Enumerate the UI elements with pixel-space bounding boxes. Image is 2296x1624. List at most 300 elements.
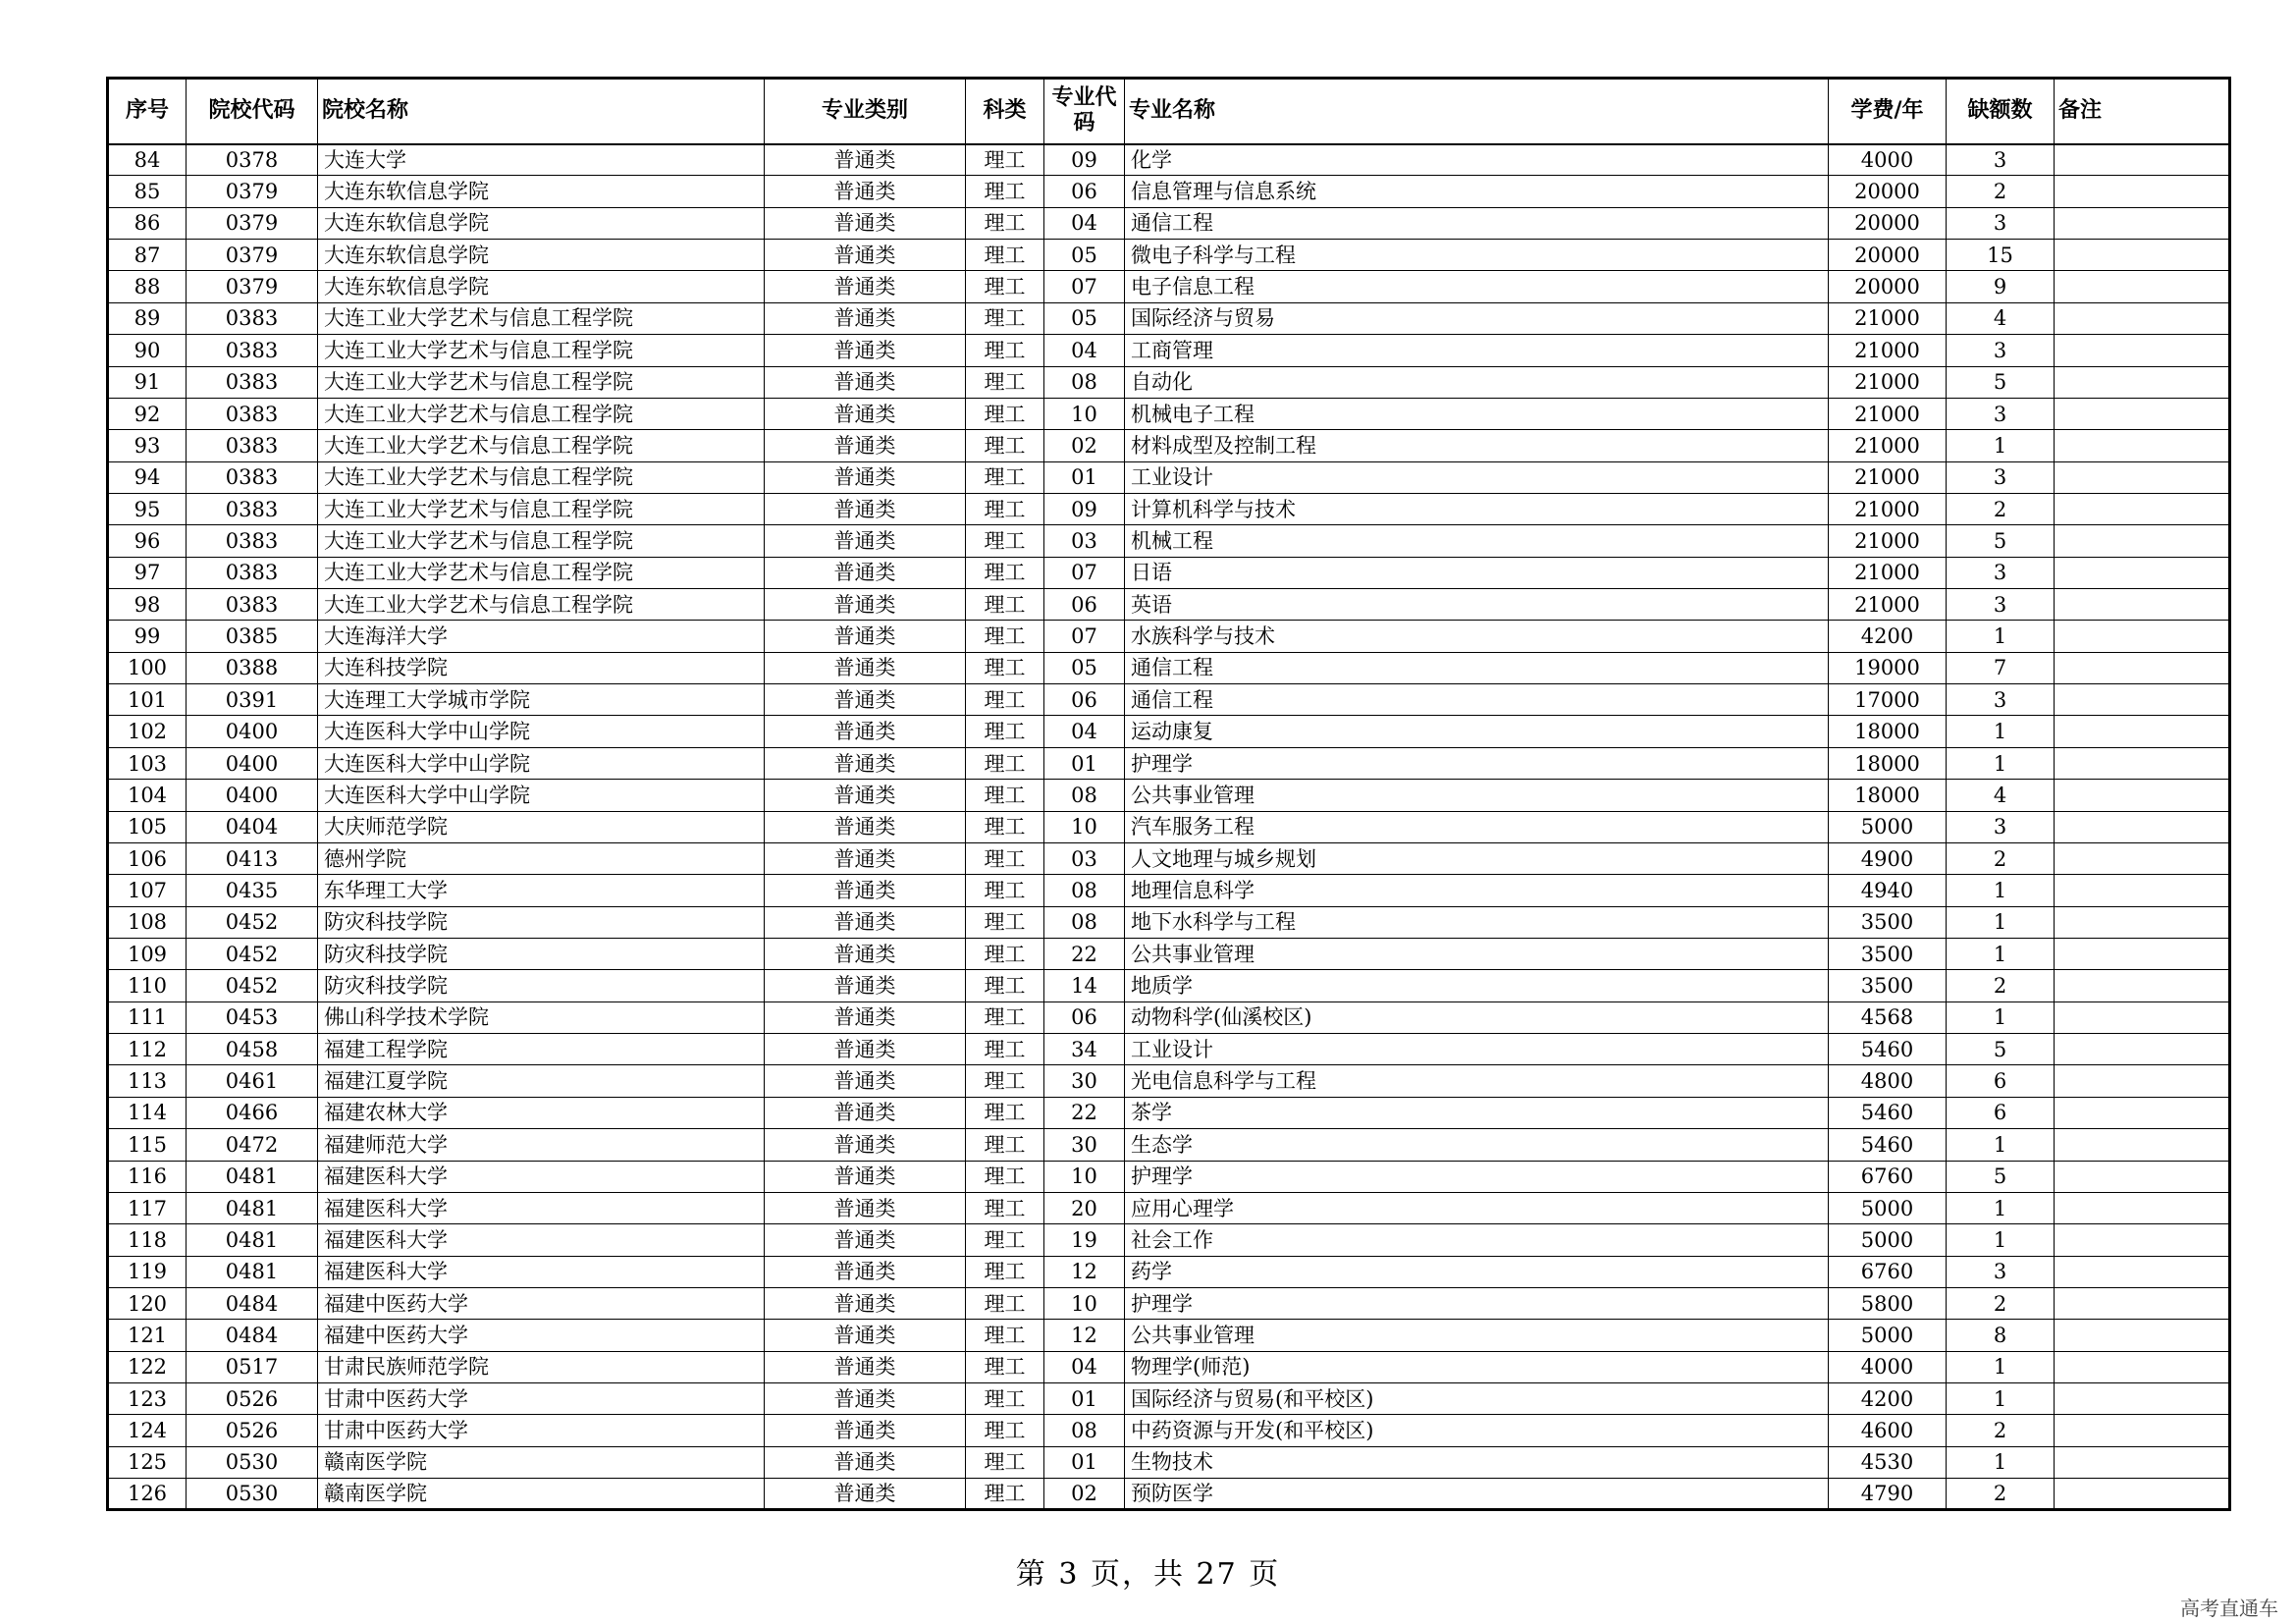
cell-school-name: 大连工业大学艺术与信息工程学院 bbox=[318, 398, 765, 429]
table-row bbox=[108, 493, 2230, 524]
cell-major-code: 07 bbox=[1044, 557, 1125, 588]
cell-school-name: 大连工业大学艺术与信息工程学院 bbox=[318, 557, 765, 588]
cell-tuition: 20000 bbox=[1829, 240, 1947, 271]
cell-major-code: 22 bbox=[1044, 1097, 1125, 1128]
cell-seq: 120 bbox=[108, 1287, 187, 1319]
cell-remarks bbox=[2055, 1383, 2230, 1415]
cell-vacancy: 1 bbox=[1947, 430, 2055, 461]
cell-subject-type: 理工 bbox=[966, 811, 1044, 842]
cell-seq: 91 bbox=[108, 366, 187, 398]
cell-major-name: 公共事业管理 bbox=[1125, 938, 1829, 969]
cell-school-code: 0379 bbox=[187, 271, 318, 302]
table-row bbox=[108, 938, 2230, 969]
header-row bbox=[108, 79, 2230, 144]
cell-seq: 113 bbox=[108, 1065, 187, 1097]
cell-seq: 125 bbox=[108, 1446, 187, 1478]
cell-tuition: 18000 bbox=[1829, 747, 1947, 779]
cell-vacancy: 2 bbox=[1947, 1479, 2055, 1510]
table-row bbox=[108, 1415, 2230, 1446]
cell-major-code: 10 bbox=[1044, 398, 1125, 429]
vacancy-table bbox=[106, 77, 2231, 1511]
cell-remarks bbox=[2055, 1479, 2230, 1510]
cell-seq: 94 bbox=[108, 461, 187, 493]
cell-major-code: 05 bbox=[1044, 302, 1125, 334]
cell-major-name: 国际经济与贸易(和平校区) bbox=[1125, 1383, 1829, 1415]
cell-major-code: 02 bbox=[1044, 1479, 1125, 1510]
cell-major-category: 普通类 bbox=[765, 970, 966, 1001]
table-header bbox=[108, 79, 2230, 144]
cell-tuition: 21000 bbox=[1829, 557, 1947, 588]
cell-remarks bbox=[2055, 747, 2230, 779]
cell-school-name: 福建师范大学 bbox=[318, 1129, 765, 1161]
cell-major-name: 光电信息科学与工程 bbox=[1125, 1065, 1829, 1097]
cell-major-code: 30 bbox=[1044, 1065, 1125, 1097]
cell-major-code: 08 bbox=[1044, 1415, 1125, 1446]
cell-vacancy: 1 bbox=[1947, 1129, 2055, 1161]
cell-remarks bbox=[2055, 811, 2230, 842]
cell-major-name: 汽车服务工程 bbox=[1125, 811, 1829, 842]
cell-tuition: 18000 bbox=[1829, 780, 1947, 811]
cell-major-category: 普通类 bbox=[765, 207, 966, 239]
table-row bbox=[108, 906, 2230, 938]
cell-subject-type: 理工 bbox=[966, 1256, 1044, 1287]
cell-major-name: 通信工程 bbox=[1125, 652, 1829, 683]
cell-remarks bbox=[2055, 1415, 2230, 1446]
cell-major-category: 普通类 bbox=[765, 811, 966, 842]
cell-major-name: 中药资源与开发(和平校区) bbox=[1125, 1415, 1829, 1446]
cell-seq: 84 bbox=[108, 144, 187, 176]
cell-subject-type: 理工 bbox=[966, 906, 1044, 938]
cell-vacancy: 5 bbox=[1947, 525, 2055, 557]
cell-tuition: 20000 bbox=[1829, 271, 1947, 302]
cell-seq: 116 bbox=[108, 1161, 187, 1192]
cell-tuition: 21000 bbox=[1829, 430, 1947, 461]
cell-seq: 117 bbox=[108, 1192, 187, 1223]
cell-major-category: 普通类 bbox=[765, 398, 966, 429]
cell-major-name: 公共事业管理 bbox=[1125, 780, 1829, 811]
cell-major-name: 日语 bbox=[1125, 557, 1829, 588]
cell-school-code: 0404 bbox=[187, 811, 318, 842]
cell-subject-type: 理工 bbox=[966, 493, 1044, 524]
table-row bbox=[108, 589, 2230, 621]
cell-vacancy: 1 bbox=[1947, 747, 2055, 779]
cell-remarks bbox=[2055, 1351, 2230, 1382]
cell-vacancy: 1 bbox=[1947, 716, 2055, 747]
table-row bbox=[108, 176, 2230, 207]
cell-major-name: 地理信息科学 bbox=[1125, 875, 1829, 906]
cell-major-category: 普通类 bbox=[765, 1320, 966, 1351]
cell-tuition: 4568 bbox=[1829, 1001, 1947, 1033]
cell-subject-type: 理工 bbox=[966, 461, 1044, 493]
cell-remarks bbox=[2055, 906, 2230, 938]
cell-remarks bbox=[2055, 493, 2230, 524]
cell-vacancy: 9 bbox=[1947, 271, 2055, 302]
cell-vacancy: 8 bbox=[1947, 1320, 2055, 1351]
cell-school-code: 0383 bbox=[187, 557, 318, 588]
cell-major-category: 普通类 bbox=[765, 1383, 966, 1415]
cell-seq: 109 bbox=[108, 938, 187, 969]
cell-major-code: 03 bbox=[1044, 842, 1125, 874]
cell-tuition: 5000 bbox=[1829, 1224, 1947, 1256]
cell-major-code: 01 bbox=[1044, 1383, 1125, 1415]
cell-remarks bbox=[2055, 684, 2230, 716]
cell-seq: 92 bbox=[108, 398, 187, 429]
cell-school-code: 0379 bbox=[187, 176, 318, 207]
cell-major-code: 19 bbox=[1044, 1224, 1125, 1256]
cell-subject-type: 理工 bbox=[966, 875, 1044, 906]
cell-vacancy: 5 bbox=[1947, 1034, 2055, 1065]
cell-remarks bbox=[2055, 1192, 2230, 1223]
table-row bbox=[108, 811, 2230, 842]
cell-major-name: 自动化 bbox=[1125, 366, 1829, 398]
cell-seq: 105 bbox=[108, 811, 187, 842]
cell-subject-type: 理工 bbox=[966, 1446, 1044, 1478]
page-number: 第 3 页，共 27 页 bbox=[1015, 1557, 1281, 1592]
cell-subject-type: 理工 bbox=[966, 1192, 1044, 1223]
cell-subject-type: 理工 bbox=[966, 271, 1044, 302]
cell-seq: 102 bbox=[108, 716, 187, 747]
cell-school-name: 福建中医药大学 bbox=[318, 1287, 765, 1319]
cell-major-code: 03 bbox=[1044, 525, 1125, 557]
cell-tuition: 4600 bbox=[1829, 1415, 1947, 1446]
header-vacancy: 缺额数 bbox=[1947, 79, 2055, 144]
cell-school-name: 福建工程学院 bbox=[318, 1034, 765, 1065]
cell-tuition: 4530 bbox=[1829, 1446, 1947, 1478]
cell-school-name: 赣南医学院 bbox=[318, 1446, 765, 1478]
cell-seq: 123 bbox=[108, 1383, 187, 1415]
cell-seq: 124 bbox=[108, 1415, 187, 1446]
cell-tuition: 4000 bbox=[1829, 144, 1947, 176]
cell-school-code: 0526 bbox=[187, 1383, 318, 1415]
cell-seq: 114 bbox=[108, 1097, 187, 1128]
cell-remarks bbox=[2055, 589, 2230, 621]
cell-tuition: 6760 bbox=[1829, 1161, 1947, 1192]
cell-tuition: 17000 bbox=[1829, 684, 1947, 716]
cell-seq: 115 bbox=[108, 1129, 187, 1161]
cell-subject-type: 理工 bbox=[966, 557, 1044, 588]
cell-tuition: 5460 bbox=[1829, 1034, 1947, 1065]
cell-subject-type: 理工 bbox=[966, 1065, 1044, 1097]
cell-subject-type: 理工 bbox=[966, 302, 1044, 334]
cell-seq: 119 bbox=[108, 1256, 187, 1287]
cell-remarks bbox=[2055, 176, 2230, 207]
cell-school-name: 大连理工大学城市学院 bbox=[318, 684, 765, 716]
cell-vacancy: 3 bbox=[1947, 811, 2055, 842]
cell-major-name: 地质学 bbox=[1125, 970, 1829, 1001]
table-row bbox=[108, 970, 2230, 1001]
cell-remarks bbox=[2055, 335, 2230, 366]
cell-major-code: 22 bbox=[1044, 938, 1125, 969]
cell-school-code: 0481 bbox=[187, 1161, 318, 1192]
cell-major-name: 预防医学 bbox=[1125, 1479, 1829, 1510]
cell-tuition: 4790 bbox=[1829, 1479, 1947, 1510]
cell-school-name: 大连工业大学艺术与信息工程学院 bbox=[318, 461, 765, 493]
cell-major-code: 30 bbox=[1044, 1129, 1125, 1161]
cell-seq: 85 bbox=[108, 176, 187, 207]
cell-remarks bbox=[2055, 557, 2230, 588]
cell-major-code: 06 bbox=[1044, 1001, 1125, 1033]
cell-school-code: 0391 bbox=[187, 684, 318, 716]
cell-major-code: 01 bbox=[1044, 461, 1125, 493]
cell-school-name: 大庆师范学院 bbox=[318, 811, 765, 842]
cell-remarks bbox=[2055, 1224, 2230, 1256]
cell-major-category: 普通类 bbox=[765, 1161, 966, 1192]
cell-remarks bbox=[2055, 842, 2230, 874]
cell-major-category: 普通类 bbox=[765, 1001, 966, 1033]
cell-major-name: 信息管理与信息系统 bbox=[1125, 176, 1829, 207]
cell-subject-type: 理工 bbox=[966, 1224, 1044, 1256]
cell-school-name: 大连工业大学艺术与信息工程学院 bbox=[318, 430, 765, 461]
cell-major-code: 01 bbox=[1044, 747, 1125, 779]
cell-major-name: 电子信息工程 bbox=[1125, 271, 1829, 302]
cell-subject-type: 理工 bbox=[966, 747, 1044, 779]
cell-tuition: 21000 bbox=[1829, 335, 1947, 366]
header-school-name: 院校名称 bbox=[318, 79, 765, 144]
cell-school-code: 0530 bbox=[187, 1479, 318, 1510]
cell-subject-type: 理工 bbox=[966, 1287, 1044, 1319]
cell-major-code: 08 bbox=[1044, 906, 1125, 938]
cell-school-name: 大连医科大学中山学院 bbox=[318, 780, 765, 811]
cell-major-code: 02 bbox=[1044, 430, 1125, 461]
cell-seq: 110 bbox=[108, 970, 187, 1001]
cell-major-category: 普通类 bbox=[765, 875, 966, 906]
cell-seq: 108 bbox=[108, 906, 187, 938]
header-major-code: 专业代码 bbox=[1044, 79, 1125, 144]
cell-remarks bbox=[2055, 271, 2230, 302]
cell-vacancy: 1 bbox=[1947, 875, 2055, 906]
cell-major-category: 普通类 bbox=[765, 1065, 966, 1097]
table-row bbox=[108, 1287, 2230, 1319]
cell-school-code: 0466 bbox=[187, 1097, 318, 1128]
table-row bbox=[108, 1383, 2230, 1415]
table-row bbox=[108, 1320, 2230, 1351]
cell-school-code: 0413 bbox=[187, 842, 318, 874]
cell-major-category: 普通类 bbox=[765, 176, 966, 207]
cell-tuition: 3500 bbox=[1829, 938, 1947, 969]
cell-remarks bbox=[2055, 1129, 2230, 1161]
cell-major-name: 社会工作 bbox=[1125, 1224, 1829, 1256]
cell-subject-type: 理工 bbox=[966, 684, 1044, 716]
cell-school-code: 0383 bbox=[187, 302, 318, 334]
cell-school-name: 福建医科大学 bbox=[318, 1161, 765, 1192]
cell-vacancy: 1 bbox=[1947, 621, 2055, 652]
cell-subject-type: 理工 bbox=[966, 1351, 1044, 1382]
cell-tuition: 4800 bbox=[1829, 1065, 1947, 1097]
cell-tuition: 4200 bbox=[1829, 1383, 1947, 1415]
cell-major-code: 10 bbox=[1044, 1161, 1125, 1192]
table-row bbox=[108, 1034, 2230, 1065]
cell-subject-type: 理工 bbox=[966, 1161, 1044, 1192]
table-row bbox=[108, 1224, 2230, 1256]
cell-tuition: 19000 bbox=[1829, 652, 1947, 683]
cell-school-name: 甘肃中医药大学 bbox=[318, 1383, 765, 1415]
cell-seq: 86 bbox=[108, 207, 187, 239]
table-row bbox=[108, 207, 2230, 239]
cell-school-name: 大连医科大学中山学院 bbox=[318, 747, 765, 779]
cell-tuition: 21000 bbox=[1829, 493, 1947, 524]
cell-tuition: 5000 bbox=[1829, 1192, 1947, 1223]
cell-major-category: 普通类 bbox=[765, 1415, 966, 1446]
cell-school-name: 福建医科大学 bbox=[318, 1192, 765, 1223]
cell-remarks bbox=[2055, 875, 2230, 906]
cell-major-code: 34 bbox=[1044, 1034, 1125, 1065]
cell-remarks bbox=[2055, 1161, 2230, 1192]
cell-major-category: 普通类 bbox=[765, 366, 966, 398]
table-row bbox=[108, 302, 2230, 334]
cell-tuition: 5000 bbox=[1829, 1320, 1947, 1351]
cell-subject-type: 理工 bbox=[966, 1034, 1044, 1065]
table-row bbox=[108, 461, 2230, 493]
table-row bbox=[108, 335, 2230, 366]
cell-school-code: 0379 bbox=[187, 207, 318, 239]
cell-major-name: 生态学 bbox=[1125, 1129, 1829, 1161]
cell-seq: 122 bbox=[108, 1351, 187, 1382]
cell-major-name: 应用心理学 bbox=[1125, 1192, 1829, 1223]
cell-vacancy: 3 bbox=[1947, 589, 2055, 621]
header-school-code: 院校代码 bbox=[187, 79, 318, 144]
cell-subject-type: 理工 bbox=[966, 780, 1044, 811]
table-row bbox=[108, 1001, 2230, 1033]
cell-vacancy: 1 bbox=[1947, 1383, 2055, 1415]
cell-school-name: 甘肃中医药大学 bbox=[318, 1415, 765, 1446]
cell-major-name: 机械工程 bbox=[1125, 525, 1829, 557]
cell-school-name: 大连医科大学中山学院 bbox=[318, 716, 765, 747]
cell-major-name: 生物技术 bbox=[1125, 1446, 1829, 1478]
cell-school-name: 大连工业大学艺术与信息工程学院 bbox=[318, 302, 765, 334]
cell-vacancy: 1 bbox=[1947, 1351, 2055, 1382]
cell-major-name: 水族科学与技术 bbox=[1125, 621, 1829, 652]
cell-subject-type: 理工 bbox=[966, 207, 1044, 239]
cell-seq: 90 bbox=[108, 335, 187, 366]
cell-vacancy: 3 bbox=[1947, 144, 2055, 176]
cell-major-category: 普通类 bbox=[765, 1351, 966, 1382]
cell-remarks bbox=[2055, 207, 2230, 239]
cell-major-category: 普通类 bbox=[765, 652, 966, 683]
cell-vacancy: 3 bbox=[1947, 557, 2055, 588]
cell-major-category: 普通类 bbox=[765, 1034, 966, 1065]
cell-vacancy: 1 bbox=[1947, 1224, 2055, 1256]
cell-subject-type: 理工 bbox=[966, 240, 1044, 271]
table-row bbox=[108, 557, 2230, 588]
cell-vacancy: 15 bbox=[1947, 240, 2055, 271]
cell-vacancy: 1 bbox=[1947, 938, 2055, 969]
cell-school-code: 0481 bbox=[187, 1224, 318, 1256]
cell-remarks bbox=[2055, 525, 2230, 557]
cell-school-code: 0452 bbox=[187, 970, 318, 1001]
cell-subject-type: 理工 bbox=[966, 621, 1044, 652]
table-row bbox=[108, 1446, 2230, 1478]
cell-seq: 99 bbox=[108, 621, 187, 652]
cell-tuition: 21000 bbox=[1829, 366, 1947, 398]
table-row bbox=[108, 1192, 2230, 1223]
cell-subject-type: 理工 bbox=[966, 1479, 1044, 1510]
cell-vacancy: 6 bbox=[1947, 1097, 2055, 1128]
cell-seq: 88 bbox=[108, 271, 187, 302]
cell-school-code: 0517 bbox=[187, 1351, 318, 1382]
cell-school-code: 0383 bbox=[187, 398, 318, 429]
cell-major-category: 普通类 bbox=[765, 240, 966, 271]
cell-school-name: 大连东软信息学院 bbox=[318, 240, 765, 271]
cell-major-name: 护理学 bbox=[1125, 1161, 1829, 1192]
cell-major-code: 06 bbox=[1044, 176, 1125, 207]
cell-vacancy: 5 bbox=[1947, 1161, 2055, 1192]
cell-major-category: 普通类 bbox=[765, 1287, 966, 1319]
cell-remarks bbox=[2055, 1065, 2230, 1097]
cell-school-name: 大连东软信息学院 bbox=[318, 271, 765, 302]
cell-remarks bbox=[2055, 461, 2230, 493]
cell-tuition: 21000 bbox=[1829, 302, 1947, 334]
cell-school-name: 防灾科技学院 bbox=[318, 938, 765, 969]
cell-vacancy: 2 bbox=[1947, 176, 2055, 207]
cell-major-code: 08 bbox=[1044, 366, 1125, 398]
cell-major-category: 普通类 bbox=[765, 684, 966, 716]
cell-subject-type: 理工 bbox=[966, 335, 1044, 366]
cell-school-code: 0383 bbox=[187, 493, 318, 524]
cell-remarks bbox=[2055, 398, 2230, 429]
cell-tuition: 18000 bbox=[1829, 716, 1947, 747]
table-row bbox=[108, 1065, 2230, 1097]
cell-school-name: 福建中医药大学 bbox=[318, 1320, 765, 1351]
header-major-category: 专业类别 bbox=[765, 79, 966, 144]
cell-major-code: 05 bbox=[1044, 652, 1125, 683]
cell-major-code: 09 bbox=[1044, 144, 1125, 176]
cell-remarks bbox=[2055, 1097, 2230, 1128]
cell-subject-type: 理工 bbox=[966, 842, 1044, 874]
cell-major-code: 09 bbox=[1044, 493, 1125, 524]
cell-remarks bbox=[2055, 938, 2230, 969]
table-row bbox=[108, 1256, 2230, 1287]
cell-major-name: 地下水科学与工程 bbox=[1125, 906, 1829, 938]
cell-school-name: 大连工业大学艺术与信息工程学院 bbox=[318, 366, 765, 398]
cell-vacancy: 6 bbox=[1947, 1065, 2055, 1097]
cell-subject-type: 理工 bbox=[966, 398, 1044, 429]
cell-seq: 106 bbox=[108, 842, 187, 874]
cell-major-category: 普通类 bbox=[765, 906, 966, 938]
cell-major-name: 工业设计 bbox=[1125, 461, 1829, 493]
cell-major-category: 普通类 bbox=[765, 1192, 966, 1223]
cell-subject-type: 理工 bbox=[966, 366, 1044, 398]
cell-school-code: 0452 bbox=[187, 906, 318, 938]
table-row bbox=[108, 1351, 2230, 1382]
cell-major-name: 运动康复 bbox=[1125, 716, 1829, 747]
cell-remarks bbox=[2055, 652, 2230, 683]
cell-school-code: 0458 bbox=[187, 1034, 318, 1065]
cell-vacancy: 2 bbox=[1947, 970, 2055, 1001]
table-row bbox=[108, 398, 2230, 429]
cell-school-code: 0484 bbox=[187, 1320, 318, 1351]
cell-major-name: 通信工程 bbox=[1125, 207, 1829, 239]
cell-vacancy: 3 bbox=[1947, 207, 2055, 239]
cell-school-code: 0472 bbox=[187, 1129, 318, 1161]
cell-seq: 112 bbox=[108, 1034, 187, 1065]
cell-school-code: 0526 bbox=[187, 1415, 318, 1446]
cell-seq: 87 bbox=[108, 240, 187, 271]
cell-tuition: 3500 bbox=[1829, 970, 1947, 1001]
cell-tuition: 4940 bbox=[1829, 875, 1947, 906]
cell-remarks bbox=[2055, 430, 2230, 461]
cell-school-name: 大连海洋大学 bbox=[318, 621, 765, 652]
cell-tuition: 5000 bbox=[1829, 811, 1947, 842]
header-major-name: 专业名称 bbox=[1125, 79, 1829, 144]
cell-remarks bbox=[2055, 1446, 2230, 1478]
cell-school-name: 防灾科技学院 bbox=[318, 970, 765, 1001]
cell-major-category: 普通类 bbox=[765, 1224, 966, 1256]
table-row bbox=[108, 1129, 2230, 1161]
cell-vacancy: 1 bbox=[1947, 1192, 2055, 1223]
cell-major-code: 01 bbox=[1044, 1446, 1125, 1478]
cell-vacancy: 3 bbox=[1947, 398, 2055, 429]
cell-major-category: 普通类 bbox=[765, 747, 966, 779]
